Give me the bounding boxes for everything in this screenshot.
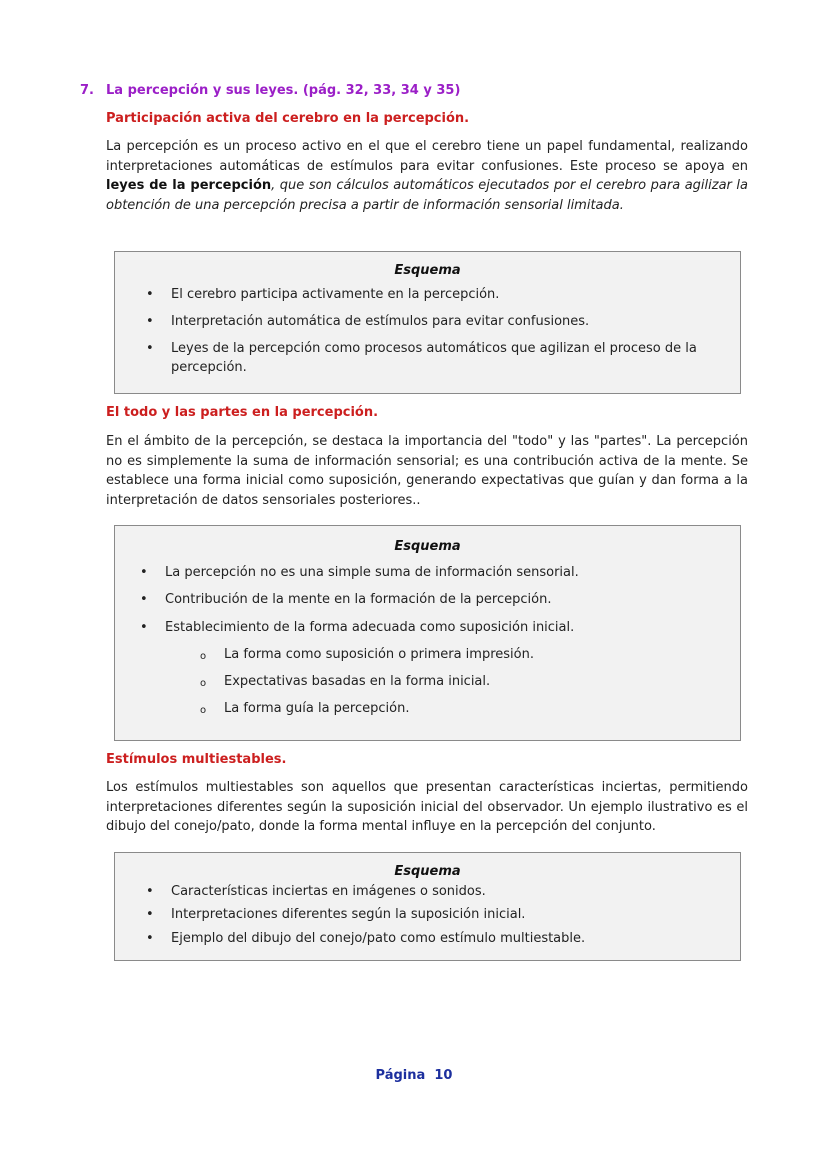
page-footer (0, 1068, 828, 1083)
sub-bullet-icon: o (200, 705, 207, 717)
list-item (146, 929, 740, 948)
list-item-text: Características inciertas en imágenes o sonidos. (171, 884, 486, 899)
paragraph-multiestables: Los estímulos multiestables son aquellos que presentan características inciertas, permitiendo interpretaciones diferentes según la suposición inicial del observador. Un ejemplo ilustrativo es el dibujo del conejo/pato, donde la forma mental influye en la percepción del conjunto. (106, 780, 748, 835)
sub-bullet-icon: o (200, 678, 207, 690)
esquema-box-3 (114, 852, 741, 961)
list-item (146, 339, 734, 377)
section-number: 7. (80, 83, 94, 98)
list-item-text: Interpretación automática de estímulos para evitar confusiones. (171, 314, 590, 329)
bullet-icon: • (146, 314, 154, 329)
bullet-icon: • (140, 565, 148, 580)
bullet-icon: • (146, 341, 154, 356)
esquema-title: Esquema (394, 864, 461, 879)
section-title: La percepción y sus leyes. (pág. 32, 33, 34 y 35) (106, 83, 461, 98)
esquema-list (115, 285, 740, 377)
subheading-todo-partes: El todo y las partes en la percepción. (106, 405, 379, 420)
sub-list-item (200, 672, 740, 691)
paragraph-italic-text: , que son cálculos automáticos ejecutados por el cerebro para agilizar la obtención de una percepción precisa a partir de información sensorial limitada. (106, 178, 748, 213)
list-item-text: Leyes de la percepción como procesos automáticos que agilizan el proceso de la percepción. (171, 341, 697, 375)
subheading-participacion: Participación activa del cerebro en la percepción. (106, 111, 470, 126)
paragraph-participacion (106, 137, 748, 215)
esquema-title: Esquema (394, 263, 461, 278)
sub-list-item (200, 699, 740, 718)
list-item (140, 590, 740, 609)
bullet-icon: • (146, 884, 154, 899)
list-item (140, 563, 740, 582)
paragraph-bold-term: leyes de la percepción (106, 178, 272, 194)
page-number: 10 (434, 1068, 453, 1083)
esquema-title: Esquema (394, 539, 461, 554)
list-item (146, 312, 734, 331)
esquema-box-2 (114, 525, 741, 741)
list-item-text: El cerebro participa activamente en la percepción. (171, 287, 500, 302)
sub-list-item-text: La forma como suposición o primera impresión. (224, 646, 534, 662)
sub-list-item (200, 645, 740, 664)
subheading-multiestables: Estímulos multiestables. (106, 752, 287, 767)
esquema-list (115, 882, 740, 948)
bullet-icon: • (146, 930, 154, 946)
list-item (146, 285, 734, 304)
esquema-box-1 (114, 251, 741, 394)
list-item-text: Contribución de la mente en la formación de la percepción. (165, 592, 552, 608)
paragraph-todo-partes: En el ámbito de la percepción, se destaca la importancia del "todo" y las "partes". La percepción no es simplemente la suma de información sensorial; es una contribución activa de la mente. Se establece una forma inicial como suposición, generando expectativas que guían y dan forma a la interpretación de datos sensoriales posteriores.. (106, 434, 748, 508)
bullet-icon: • (146, 287, 154, 302)
list-item (140, 618, 740, 637)
list-item-text: La percepción no es una simple suma de información sensorial. (165, 565, 579, 580)
list-item (146, 882, 740, 901)
sub-list-item-text: La forma guía la percepción. (224, 701, 410, 717)
paragraph-text: La percepción es un proceso activo en el que el cerebro tiene un papel fundamental, realizando interpretaciones automáticas de estímulos para evitar confusiones. Este proceso se apoya en (106, 139, 748, 174)
section-heading (80, 83, 460, 98)
esquema-list (115, 563, 740, 718)
footer-label: Página (375, 1068, 426, 1083)
bullet-icon: • (146, 907, 154, 923)
sub-bullet-icon: o (200, 650, 207, 662)
sub-list-item-text: Expectativas basadas en la forma inicial. (224, 674, 491, 690)
bullet-icon: • (140, 592, 148, 608)
bullet-icon: • (140, 619, 148, 635)
list-item-text: Establecimiento de la forma adecuada como suposición inicial. (165, 619, 575, 635)
list-item-text: Interpretaciones diferentes según la suposición inicial. (171, 907, 526, 923)
list-item (146, 905, 740, 924)
list-item-text: Ejemplo del dibujo del conejo/pato como estímulo multiestable. (171, 930, 586, 946)
